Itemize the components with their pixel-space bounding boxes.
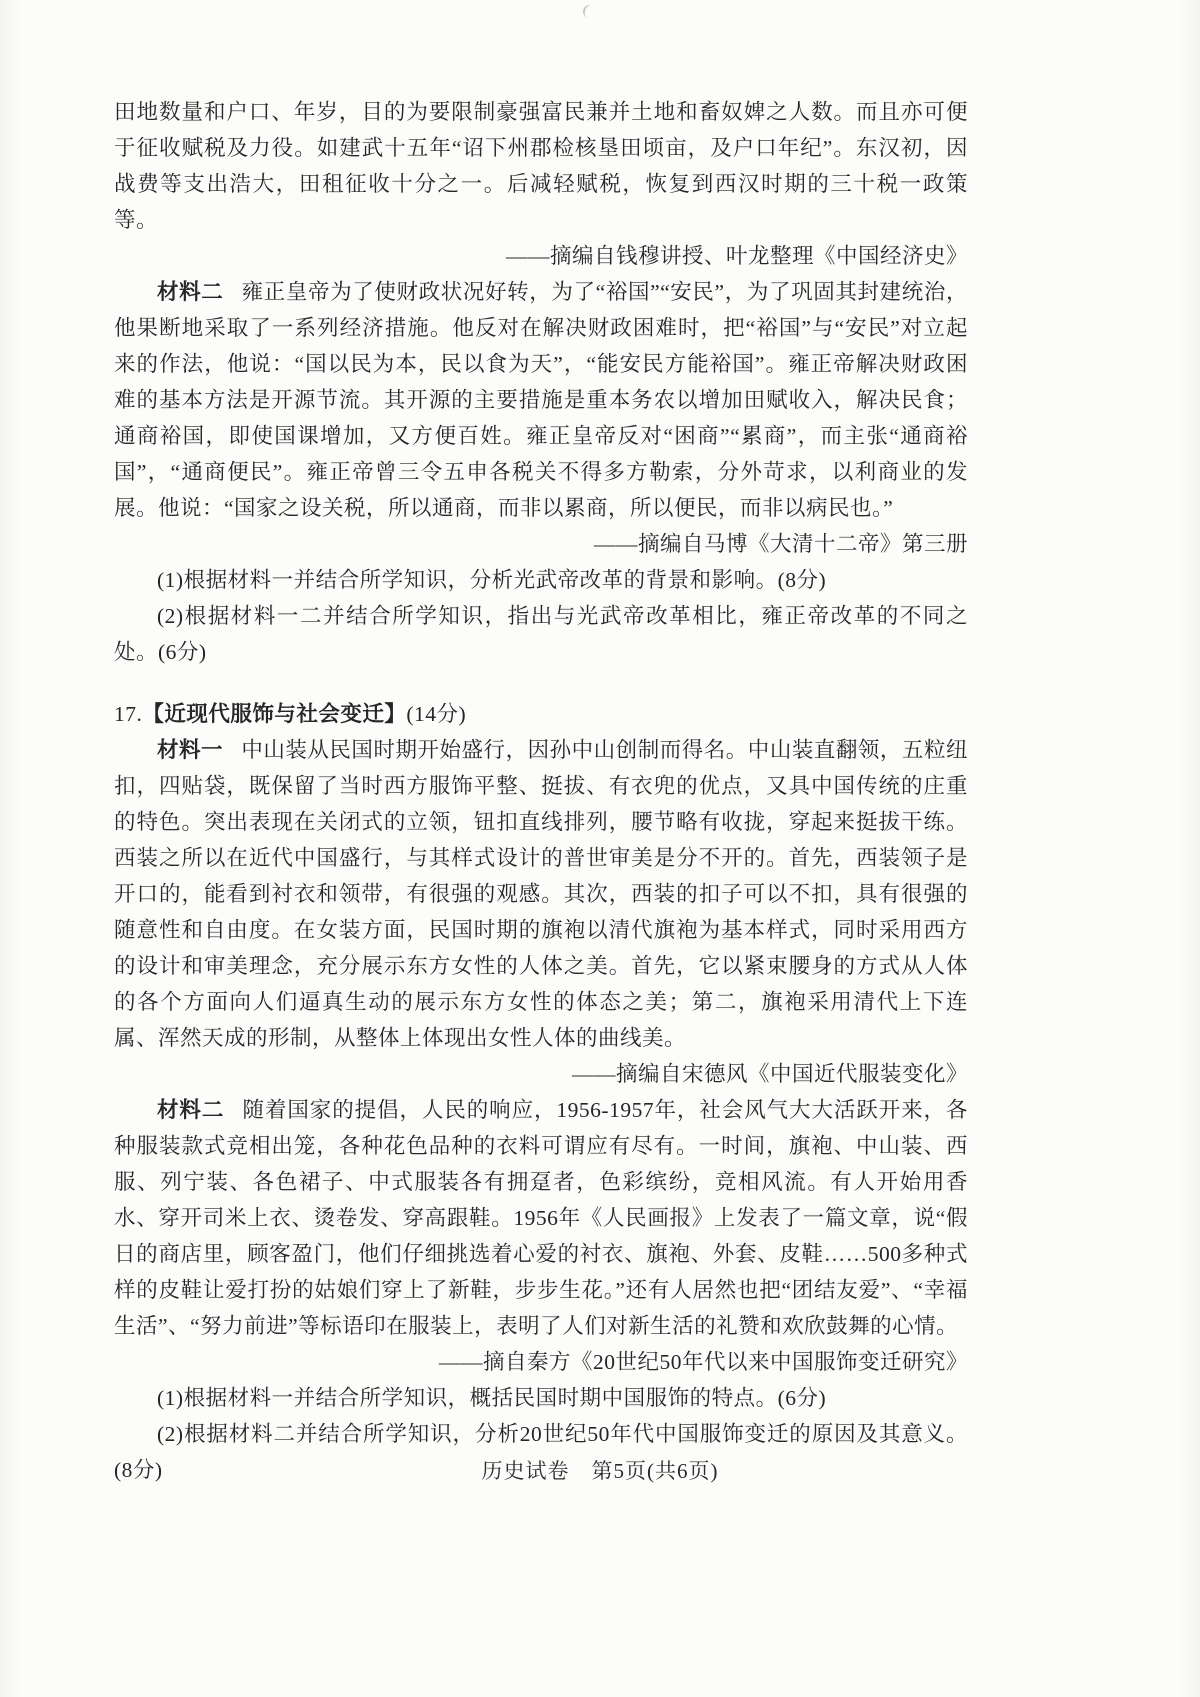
content-area [114,94,968,1488]
material-text: 随着国家的提倡，人民的响应，1956-1957年，社会风气大大活跃开来，各种服装款式竞相出笼，各种花色品种的衣料可谓应有尽有。一时间，旗袍、中山装、西服、列宁装、各色裙子、中式服装各有拥趸者，色彩缤纷，竞相风流。有人开始用香水、穿开司米上衣、烫卷发、穿高跟鞋。1956年《人民画报》上发表了一篇文章，说“假日的商店里，顾客盈门，他们仔细挑选着心爱的衬衣、旗袍、外套、皮鞋……500多种式样的皮鞋让爱打扮的姑娘们穿上了新鞋，步步生花。”还有人居然也把“团结友爱”、“幸福生活”、“努力前进”等标语印在服装上，表明了人们对新生活的礼赞和欢欣鼓舞的心情。 [114,1098,968,1338]
material-label: 材料二 [157,1098,225,1122]
source-attribution: ——摘自秦方《20世纪50年代以来中国服饰变迁研究》 [438,1350,968,1374]
source-attribution: ——摘编自马博《大清十二帝》第三册 [593,532,968,556]
question-item: (1)根据材料一并结合所学知识，概括民国时期中国服饰的特点。(6分) [157,1386,827,1410]
scan-artifact [581,3,597,19]
material-label: 材料一 [157,738,224,762]
section-title: 【近现代服饰与社会变迁】 [142,702,407,726]
section-heading [114,696,968,732]
material-text: 中山装从民国时期开始盛行，因孙中山创制而得名。中山装直翻领，五粒纽扣，四贴袋，既保留了当时西方服饰平整、挺拔、有衣兜的优点，又具中国传统的庄重的特色。突出表现在关闭式的立领，钮扣直线排列，腰节略有收拢，穿起来挺拔干练。西装之所以在近代中国盛行，与其样式设计的普世审美是分不开的。首先，西装领子是开口的，能看到衬衣和领带，有很强的观感。其次，西装的扣子可以不扣，具有很强的随意性和自由度。在女装方面，民国时期的旗袍以清代旗袍为基本样式，同时采用西方的设计和审美理念，充分展示东方女性的人体之美。首先，它以紧束腰身的方式从人体的各个方面向人们逼真生动的展示东方女性的体态之美；第二，旗袍采用清代上下连属、浑然天成的形制，从整体上体现出女性人体的曲线美。 [114,738,968,1050]
body-paragraph: 田地数量和户口、年岁，目的为要限制豪强富民兼并土地和畜奴婢之人数。而且亦可便于征收赋税及力役。如建武十五年“诏下州郡检核垦田顷亩，及户口年纪”。东汉初，因战费等支出浩大，田租征收十分之一。后减轻赋税，恢复到西汉时期的三十税一政策等。 [114,100,968,232]
question-item: (2)根据材料二并结合所学知识，分析20世纪50年代中国服饰变迁的原因及其意义。(8分) [114,1422,968,1482]
material-paragraph [114,274,968,526]
question-number: 17. [114,702,143,726]
question-item: (1)根据材料一并结合所学知识，分析光武帝改革的背景和影响。(8分) [157,568,827,592]
material-paragraph [114,1092,968,1344]
material-text: 雍正皇帝为了使财政状况好转，为了“裕国”“安民”，为了巩固其封建统治，他果断地采取了一系列经济措施。他反对在解决财政困难时，把“裕国”与“安民”对立起来的作法，他说：“国以民为本，民以食为天”，“能安民方能裕国”。雍正帝解决财政困难的基本方法是开源节流。其开源的主要措施是重本务农以增加田赋收入，解决民食；通商裕国，即使国课增加，又方便百姓。雍正皇帝反对“困商”“累商”，而主张“通商裕国”，“通商便民”。雍正帝曾三令五申各税关不得多方勒索，分外苛求，以利商业的发展。他说：“国家之设关税，所以通商，而非以累商，所以便民，而非以病民也。” [114,280,968,520]
source-attribution: ——摘编自宋德风《中国近代服装变化》 [571,1062,968,1086]
page-footer: 历史试卷 第5页(共6页) [481,1459,719,1483]
material-label: 材料二 [157,280,224,304]
section-score: (14分) [406,702,467,726]
material-paragraph [114,732,968,1056]
question-item: (2)根据材料一二并结合所学知识，指出与光武帝改革相比，雍正帝改革的不同之处。(6分) [114,604,968,664]
source-attribution: ——摘编自钱穆讲授、叶龙整理《中国经济史》 [505,244,968,268]
